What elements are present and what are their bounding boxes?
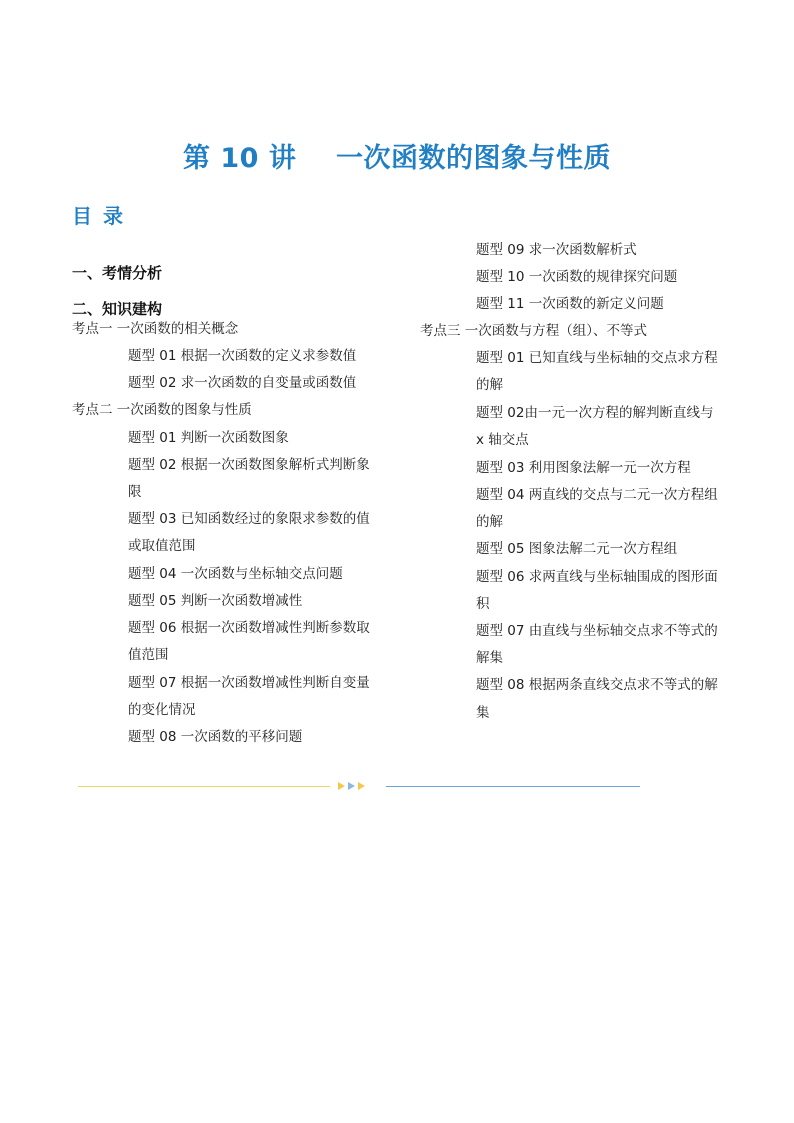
toc-item[interactable]: 题型 05 图象法解二元一次方程组 (476, 541, 678, 557)
toc-item-wrap[interactable]: 限 (128, 484, 142, 500)
toc-item[interactable]: 题型 10 一次函数的规律探究问题 (476, 269, 678, 285)
toc-item[interactable]: 题型 07 根据一次函数增减性判断自变量 (128, 675, 370, 691)
toc-item[interactable]: 题型 05 判断一次函数增减性 (128, 593, 303, 609)
toc-item[interactable]: 题型 04 两直线的交点与二元一次方程组 (476, 487, 718, 503)
toc-item[interactable]: 题型 04 一次函数与坐标轴交点问题 (128, 566, 343, 582)
section-knowledge-structure[interactable]: 二、知识建构 (72, 300, 163, 318)
toc-item-wrap[interactable]: x 轴交点 (476, 432, 529, 448)
toc-item-wrap[interactable]: 值范围 (128, 647, 169, 663)
toc-item[interactable]: 题型 01 根据一次函数的定义求参数值 (128, 348, 357, 364)
triple-arrow-icon (336, 780, 376, 792)
page-title: 第 10 讲 一次函数的图象与性质 (183, 143, 611, 174)
toc-heading: 目 录 (72, 204, 125, 228)
toc-item[interactable]: 题型 08 根据两条直线交点求不等式的解 (476, 677, 718, 693)
toc-item[interactable]: 题型 09 求一次函数解析式 (476, 242, 637, 258)
toc-item[interactable]: 题型 07 由直线与坐标轴交点求不等式的 (476, 623, 718, 639)
toc-item[interactable]: 题型 08 一次函数的平移问题 (128, 729, 303, 745)
toc-item[interactable]: 题型 06 求两直线与坐标轴围成的图形面 (476, 569, 718, 585)
divider-right (386, 786, 640, 787)
toc-item-kaodian-3[interactable]: 考点三 一次函数与方程（组）、不等式 (420, 323, 648, 339)
toc-item[interactable]: 题型 02 根据一次函数图象解析式判断象 (128, 457, 370, 473)
toc-item[interactable]: 题型 06 根据一次函数增减性判断参数取 (128, 620, 370, 636)
toc-item-wrap[interactable]: 积 (476, 596, 490, 612)
toc-item[interactable]: 题型 02由一元一次方程的解判断直线与 (476, 405, 714, 421)
toc-item-wrap[interactable]: 集 (476, 705, 490, 721)
toc-item-wrap[interactable]: 解集 (476, 650, 503, 666)
toc-item[interactable]: 题型 03 利用图象法解一元一次方程 (476, 460, 691, 476)
toc-item[interactable]: 题型 02 求一次函数的自变量或函数值 (128, 375, 357, 391)
section-exam-analysis[interactable]: 一、考情分析 (72, 264, 163, 282)
toc-item-kaodian-2[interactable]: 考点二 一次函数的图象与性质 (72, 402, 252, 418)
toc-item-wrap[interactable]: 或取值范围 (128, 538, 196, 554)
toc-item[interactable]: 题型 03 已知函数经过的象限求参数的值 (128, 511, 370, 527)
toc-item-wrap[interactable]: 的解 (476, 377, 503, 393)
toc-item[interactable]: 题型 11 一次函数的新定义问题 (476, 296, 664, 312)
toc-item[interactable]: 题型 01 已知直线与坐标轴的交点求方程 (476, 350, 718, 366)
toc-item[interactable]: 题型 01 判断一次函数图象 (128, 430, 289, 446)
divider-left (78, 786, 330, 787)
toc-item-kaodian-1[interactable]: 考点一 一次函数的相关概念 (72, 321, 239, 337)
toc-item-wrap[interactable]: 的解 (476, 514, 503, 530)
toc-item-wrap[interactable]: 的变化情况 (128, 702, 196, 718)
